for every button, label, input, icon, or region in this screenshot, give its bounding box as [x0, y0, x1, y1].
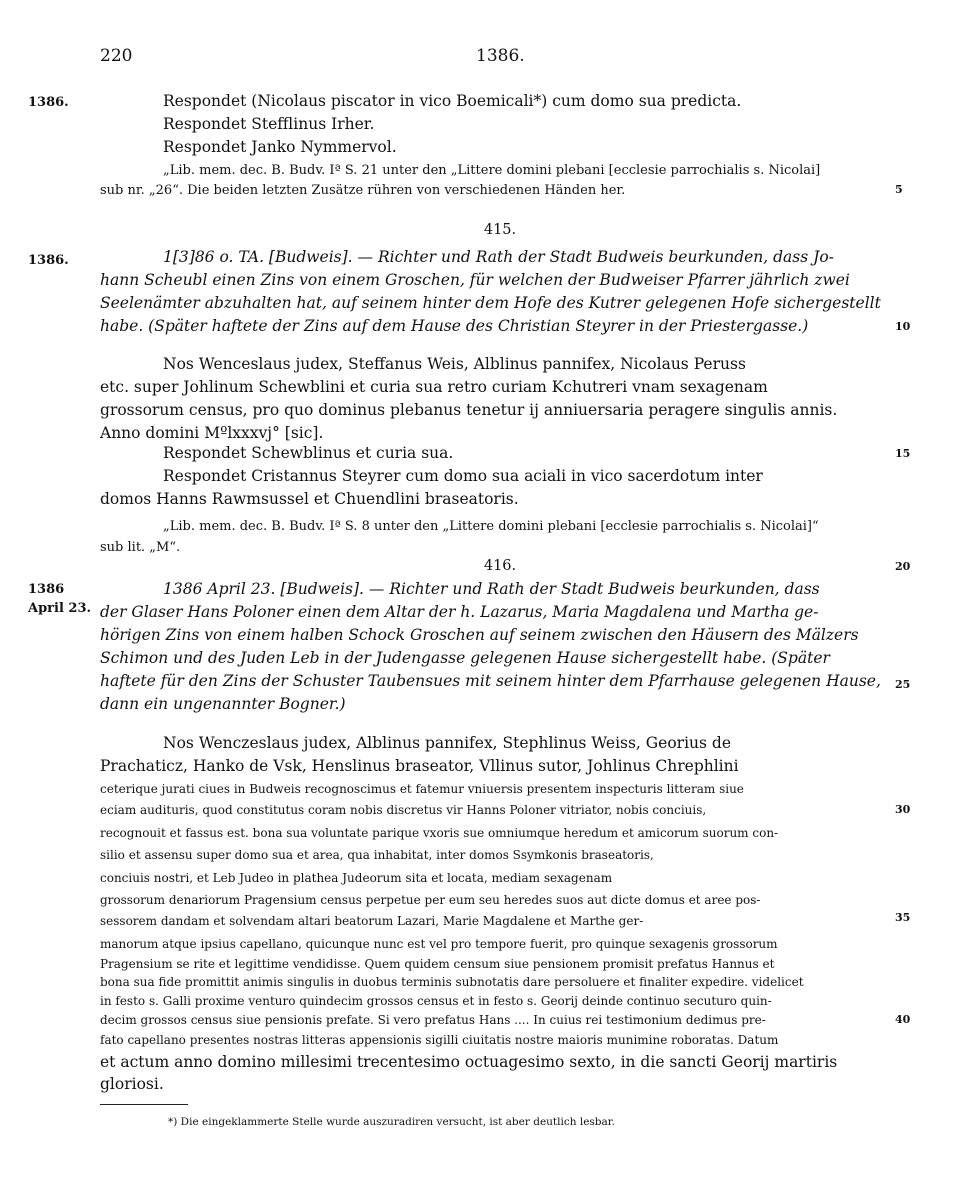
text-line: Anno domini Mºlxxxvj° [sic]. — [100, 424, 324, 442]
running-year-header: 1386. — [476, 46, 525, 66]
margin-date: 1386. — [28, 95, 69, 110]
line-number: 15 — [895, 447, 911, 460]
text-line: Nos Wenceslaus judex, Steffanus Weis, Alblinus pannifex, Nicolaus Peruss — [163, 355, 746, 373]
regest-line: dann ein ungenannter Bogner.) — [100, 695, 346, 713]
text-line: eciam audituris, quod constitutus coram nobis discretus vir Hanns Poloner vitriator, nobis conciuis, — [100, 803, 707, 817]
text-line: Respondet Schewblinus et curia sua. — [163, 444, 454, 462]
regest-line: der Glaser Hans Poloner einen dem Altar der h. Lazarus, Maria Magdalena und Martha ge- — [100, 603, 819, 621]
text-line: etc. super Johlinum Schewblini et curia sua retro curiam Kchutreri vnam sexagenam — [100, 378, 768, 396]
source-note: sub nr. „26“. Die beiden letzten Zusätze rühren von verschiedenen Händen her. — [100, 183, 626, 198]
regest-line: hörigen Zins von einem halben Schock Groschen auf seinem zwischen den Häusern des Mälzers — [100, 626, 859, 644]
source-note: „Lib. mem. dec. B. Budv. Iª S. 8 unter den „Littere domini plebani [ecclesie parrochialis s. Nicolai]“ — [163, 519, 819, 534]
regest-line: Seelenämter abzuhalten hat, auf seinem hinter dem Hofe des Kutrer gelegenen Hofe sichergestellt — [100, 294, 881, 312]
line-number: 25 — [895, 678, 911, 691]
footnote-rule — [100, 1104, 188, 1105]
text-line: Respondet Cristannus Steyrer cum domo sua aciali in vico sacerdotum inter — [163, 467, 763, 485]
text-line: bona sua fide promittit animis singulis in duobus terminis subnotatis dare persoluere et finaliter expedire. videlicet — [100, 975, 804, 989]
line-number: 35 — [895, 911, 911, 924]
line-number: 20 — [895, 560, 911, 573]
source-note: sub lit. „M“. — [100, 540, 181, 555]
margin-date: 1386 — [28, 582, 65, 597]
text-line: et actum anno domino millesimi trecentesimo octuagesimo sexto, in die sancti Georij martiris — [100, 1053, 838, 1071]
text-line: manorum atque ipsius capellano, quicunque nunc est vel pro tempore fuerit, pro quinque sexagenis grossorum — [100, 937, 778, 951]
text-line: gloriosi. — [100, 1075, 164, 1093]
text-line: Pragensium se rite et legittime vendidisse. Quem quidem censum siue pensionem promisit prefatus Hannus et — [100, 957, 775, 971]
text-line: Respondet (Nicolaus piscator in vico Boemicali*) cum domo sua predicta. — [163, 92, 742, 110]
text-line: Prachaticz, Hanko de Vsk, Henslinus braseator, Vllinus sutor, Johlinus Chrephlini — [100, 757, 739, 775]
text-line: grossorum denariorum Pragensium census perpetue per eum seu heredes suos aut dicte domus et aree pos- — [100, 893, 761, 907]
regest-line: hann Scheubl einen Zins von einem Groschen, für welchen der Budweiser Pfarrer jährlich zwei — [100, 271, 850, 289]
text-line: recognouit et fassus est. bona sua voluntate parique vxoris sue omniumque heredum et amicorum suorum con- — [100, 826, 779, 840]
text-line: silio et assensu super domo sua et area, qua inhabitat, inter domos Ssymkonis braseatoris, — [100, 848, 654, 862]
source-note: „Lib. mem. dec. B. Budv. Iª S. 21 unter den „Littere domini plebani [ecclesie parrochialis s. Nicolai] — [163, 163, 821, 178]
text-line: Respondet Stefflinus Irher. — [163, 115, 375, 133]
text-line: ceterique jurati ciues in Budweis recognoscimus et fatemur vniuersis presentem inspecturis litteram siue — [100, 782, 744, 796]
text-line: conciuis nostri, et Leb Judeo in plathea Judeorum sita et locata, mediam sexagenam — [100, 871, 613, 885]
regest-line: 1386 April 23. [Budweis]. — Richter und Rath der Stadt Budweis beurkunden, dass — [163, 580, 820, 598]
margin-date: 1386. — [28, 253, 69, 268]
text-line: sessorem dandam et solvendam altari beatorum Lazari, Marie Magdalene et Marthe ger- — [100, 914, 644, 928]
text-line: in festo s. Galli proxime venturo quindecim grossos census et in festo s. Georij deinde continuo secuturo quin- — [100, 994, 772, 1008]
document-number: 415. — [483, 222, 517, 238]
text-line: fato capellano presentes nostras litteras appensionis sigilli ciuitatis nostre maioris munimine roboratas. Datum — [100, 1033, 779, 1047]
regest-line: haftete für den Zins der Schuster Taubensues mit seinem hinter dem Pfarrhause gelegenen Hause, — [100, 672, 881, 690]
margin-date: April 23. — [28, 601, 92, 616]
text-line: Respondet Janko Nymmervol. — [163, 138, 397, 156]
text-line: domos Hanns Rawmsussel et Chuendlini braseatoris. — [100, 490, 519, 508]
document-number: 416. — [483, 558, 517, 574]
regest-line: 1[3]86 o. TA. [Budweis]. — Richter und Rath der Stadt Budweis beurkunden, dass Jo- — [163, 248, 834, 266]
page-number: 220 — [100, 46, 133, 66]
regest-line: habe. (Später haftete der Zins auf dem Hause des Christian Steyrer in der Priestergasse.) — [100, 317, 809, 335]
text-line: grossorum census, pro quo dominus plebanus tenetur ij anniuersaria peragere singulis annis. — [100, 401, 838, 419]
line-number: 30 — [895, 803, 911, 816]
text-line: Nos Wenczeslaus judex, Alblinus pannifex, Stephlinus Weiss, Georius de — [163, 734, 731, 752]
line-number: 5 — [895, 183, 903, 196]
regest-line: Schimon und des Juden Leb in der Judengasse gelegenen Hause sichergestellt habe. (Später — [100, 649, 830, 667]
footnote: *) Die eingeklammerte Stelle wurde auszuradiren versucht, ist aber deutlich lesbar. — [168, 1116, 615, 1128]
text-line: decim grossos census siue pensionis prefate. Si vero prefatus Hans .... In cuius rei testimonium dedimus pre- — [100, 1013, 766, 1027]
line-number: 40 — [895, 1013, 911, 1026]
line-number: 10 — [895, 320, 911, 333]
